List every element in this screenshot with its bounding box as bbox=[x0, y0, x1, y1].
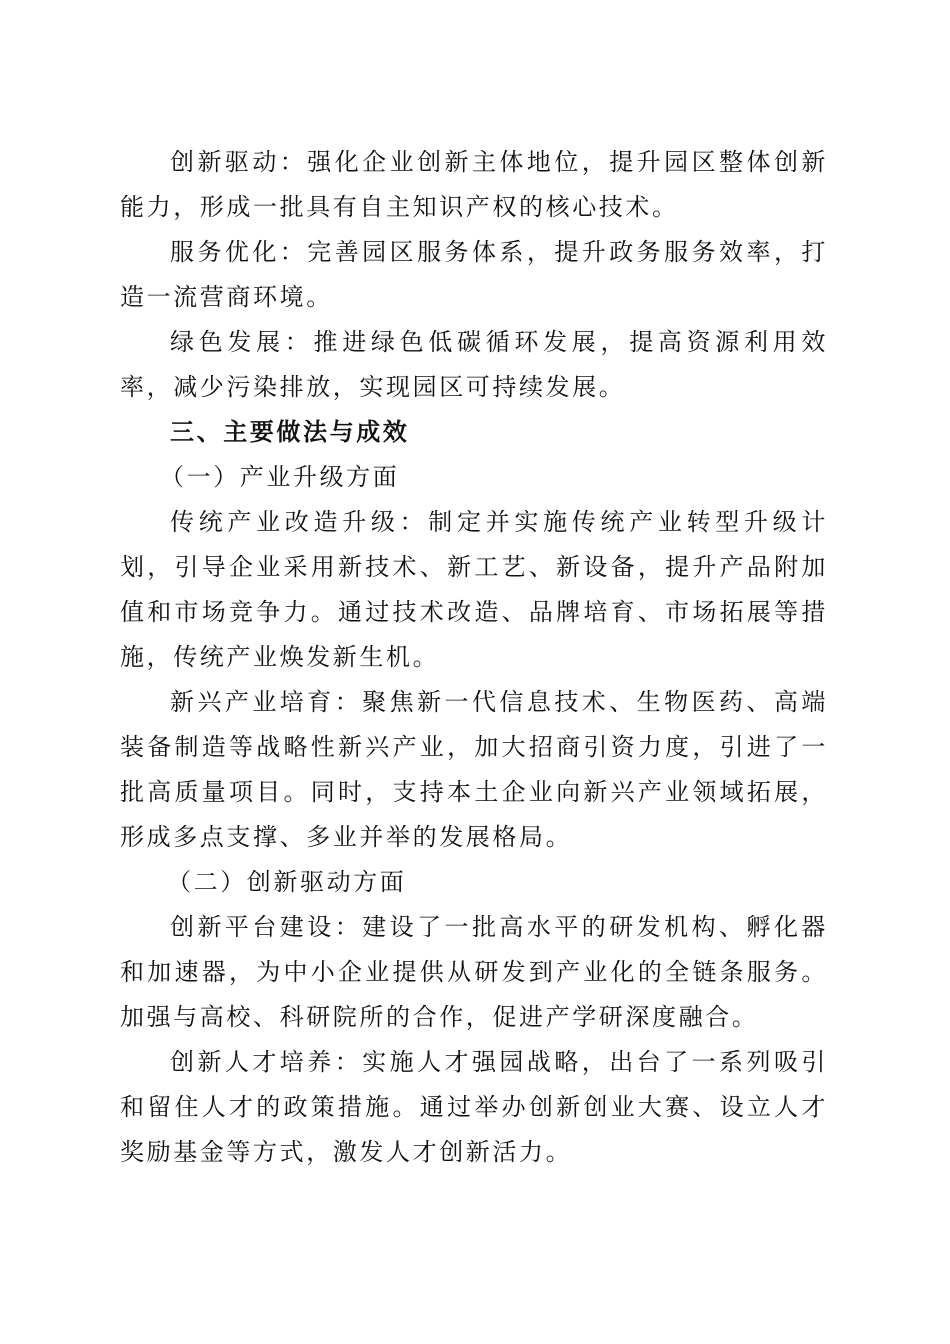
paragraph-innovation-driven: 创新驱动：强化企业创新主体地位，提升园区整体创新能力，形成一批具有自主知识产权的核心技术。 bbox=[120, 148, 828, 221]
paragraph-emerging-industry: 新兴产业培育：聚焦新一代信息技术、生物医药、高端装备制造等战略性新兴产业，加大招商引资力度，引进了一批高质量项目。同时，支持本土企业向新兴产业领域拓展，形成多点支撑、多业并举的发展格局。 bbox=[120, 688, 828, 851]
paragraph-traditional-industry: 传统产业改造升级：制定并实施传统产业转型升级计划，引导企业采用新技术、新工艺、新设备，提升产品附加值和市场竞争力。通过技术改造、品牌培育、市场拓展等措施，传统产业焕发新生机。 bbox=[120, 508, 828, 671]
paragraph-innovation-platform: 创新平台建设：建设了一批高水平的研发机构、孵化器和加速器，为中小企业提供从研发到产业化的全链条服务。加强与高校、科研院所的合作，促进产学研深度融合。 bbox=[120, 913, 828, 1031]
subheading-innovation-driven: （二）创新驱动方面 bbox=[167, 868, 407, 896]
paragraph-service-optimization: 服务优化：完善园区服务体系，提升政务服务效率，打造一流营商环境。 bbox=[120, 238, 828, 311]
subheading-industrial-upgrade: （一）产业升级方面 bbox=[160, 463, 400, 491]
document-body bbox=[120, 140, 828, 1175]
paragraph-green-development: 绿色发展：推进绿色低碳循环发展，提高资源利用效率，减少污染排放，实现园区可持续发展。 bbox=[120, 328, 828, 401]
paragraph-talent-cultivation: 创新人才培养：实施人才强园战略，出台了一系列吸引和留住人才的政策措施。通过举办创新创业大赛、设立人才奖励基金等方式，激发人才创新活力。 bbox=[120, 1048, 828, 1166]
section-heading-main-practices: 三、主要做法与成效 bbox=[170, 418, 410, 446]
